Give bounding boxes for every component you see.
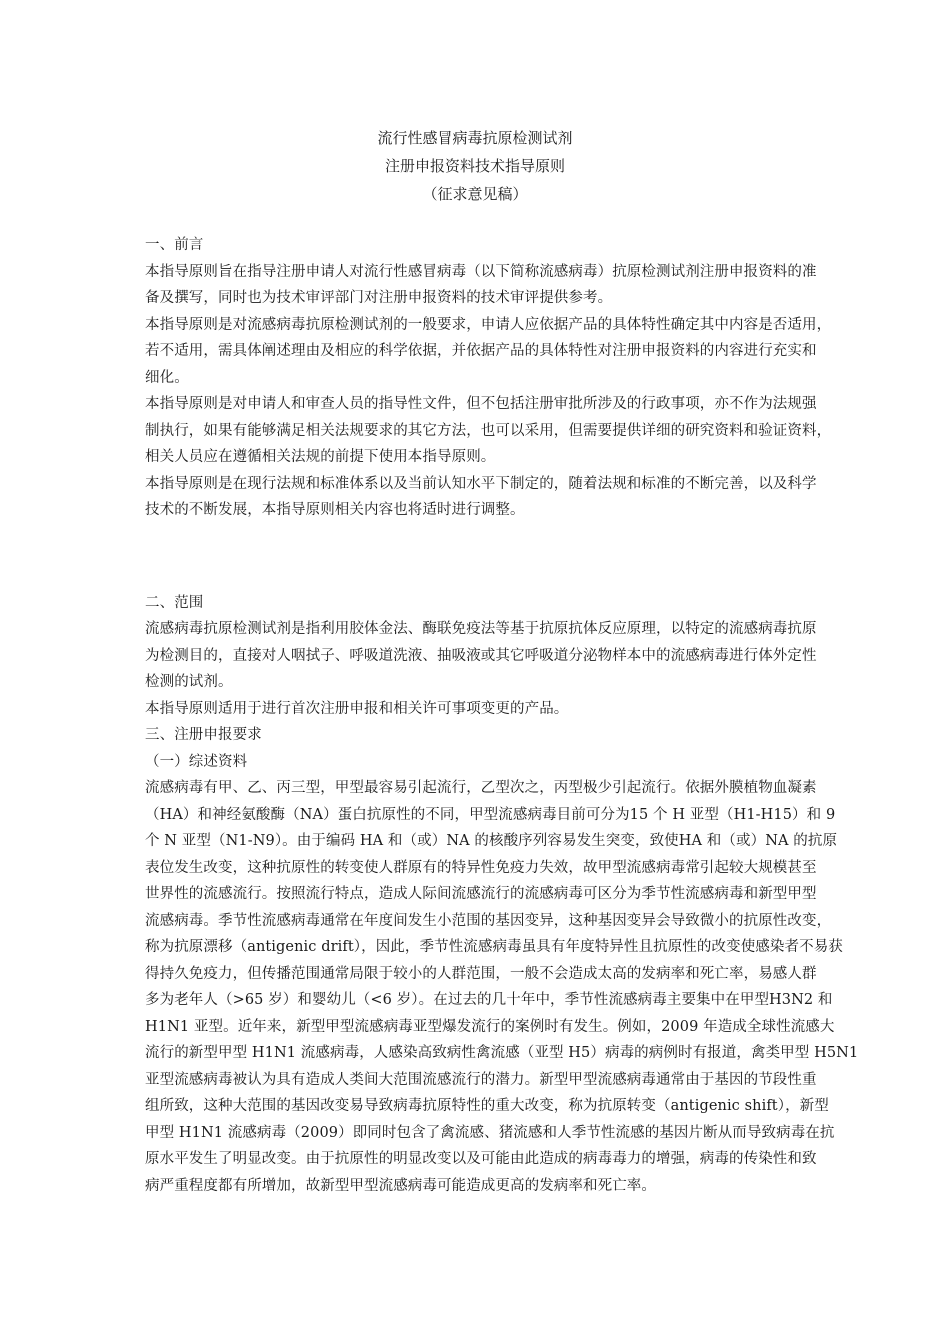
section-heading-requirements: 三、注册申报要求 — [145, 727, 262, 743]
document-title: 流行性感冒病毒抗原检测试剂 — [377, 129, 573, 147]
paragraph-line: 甲型 H1N1 流感病毒（2009）即同时包含了禽流感、猪流感和人季节性流感的基因片断从而导致病毒在抗 — [145, 1124, 835, 1141]
paragraph-line: 相关人员应在遵循相关法规的前提下使用本指导原则。 — [145, 449, 496, 465]
paragraph-line: 检测的试剂。 — [145, 674, 233, 690]
paragraph-line: 流行的新型甲型 H1N1 流感病毒，人感染高致病性禽流感（亚型 H5）病毒的病例时有报道，禽类甲型 H5N1 — [145, 1045, 859, 1061]
paragraph-line: 世界性的流感流行。按照流行特点，造成人际间流感流行的流感病毒可区分为季节性流感病毒和新型甲型 — [145, 886, 817, 902]
paragraph-line: 称为抗原漂移（antigenic drift），因此，季节性流感病毒虽具有年度特异性且抗原性的改变使感染者不易获 — [145, 939, 843, 955]
paragraph-line: 技术的不断发展，本指导原则相关内容也将适时进行调整。 — [145, 502, 525, 518]
paragraph-line: 本指导原则是对申请人和审查人员的指导性文件，但不包括注册审批所涉及的行政事项，亦不作为法规强 — [145, 396, 817, 412]
paragraph-line: 制执行，如果有能够满足相关法规要求的其它方法，也可以采用，但需要提供详细的研究资料和验证资料， — [145, 422, 832, 439]
paragraph-line: 若不适用，需具体阐述理由及相应的科学依据，并依据产品的具体特性对注册申报资料的内容进行充实和 — [145, 343, 817, 359]
paragraph-line: 原水平发生了明显改变。由于抗原性的明显改变以及可能由此造成的病毒毒力的增强，病毒的传染性和致 — [145, 1151, 817, 1167]
document-body — [145, 232, 859, 1199]
paragraph-line: 病严重程度都有所增加，故新型甲型流感病毒可能造成更高的发病率和死亡率。 — [145, 1177, 656, 1194]
section-heading-scope: 二、范围 — [145, 594, 204, 611]
paragraph-line: 表位发生改变，这种抗原性的转变使人群原有的特异性免疫力失效，故甲型流感病毒常引起较大规模甚至 — [145, 859, 817, 876]
paragraph-line: 多为老年人（>65 岁）和婴幼儿（<6 岁）。在过去的几十年中，季节性流感病毒主要集中在甲型H3N2 和 — [145, 992, 833, 1008]
paragraph-line: （HA）和神经氨酸酶（NA）蛋白抗原性的不同，甲型流感病毒目前可分为15 个 H 亚型（H1-H15）和 9 — [145, 806, 836, 823]
section-spacer — [145, 524, 835, 590]
paragraph-line: 细化。 — [145, 369, 189, 386]
document-title-block — [0, 124, 950, 208]
paragraph-line: 亚型流感病毒被认为具有造成人类间大范围流感流行的潜力。新型甲型流感病毒通常由于基因的节段性重 — [145, 1071, 817, 1088]
subsection-heading-overview: （一）综述资料 — [145, 753, 248, 770]
paragraph-line: 本指导原则适用于进行首次注册申报和相关许可事项变更的产品。 — [145, 700, 569, 717]
paragraph-line: 流感病毒抗原检测试剂是指利用胶体金法、酶联免疫法等基于抗原抗体反应原理，以特定的流感病毒抗原 — [145, 621, 817, 637]
section-heading-foreword: 一、前言 — [145, 237, 204, 253]
paragraph-line: 备及撰写，同时也为技术审评部门对注册申报资料的技术审评提供参考。 — [145, 290, 613, 306]
paragraph-line: 本指导原则是在现行法规和标准体系以及当前认知水平下制定的，随着法规和标准的不断完善，以及科学 — [145, 475, 817, 492]
paragraph-line: 本指导原则是对流感病毒抗原检测试剂的一般要求，申请人应依据产品的具体特性确定其中内容是否适用， — [145, 316, 832, 333]
document-subtitle: 注册申报资料技术指导原则 — [384, 157, 565, 175]
paragraph-line: 个 N 亚型（N1-N9）。由于编码 HA 和（或）NA 的核酸序列容易发生突变，致使HA 和（或）NA 的抗原 — [145, 833, 838, 849]
draft-notice: （征求意见稿） — [422, 185, 528, 203]
paragraph-line: H1N1 亚型。近年来，新型甲型流感病毒亚型爆发流行的案例时有发生。例如，2009 年造成全球性流感大 — [145, 1018, 835, 1035]
paragraph-line: 流感病毒有甲、乙、丙三型，甲型最容易引起流行，乙型次之，丙型极少引起流行。依据外膜植物血凝素 — [145, 780, 817, 796]
paragraph-line: 流感病毒。季节性流感病毒通常在年度间发生小范围的基因变异，这种基因变异会导致微小的抗原性改变， — [145, 912, 832, 929]
paragraph-line: 为检测目的，直接对人咽拭子、呼吸道洗液、抽吸液或其它呼吸道分泌物样本中的流感病毒进行体外定性 — [145, 647, 817, 664]
paragraph-line: 得持久免疫力，但传播范围通常局限于较小的人群范围，一般不会造成太高的发病率和死亡率，易感人群 — [145, 965, 817, 982]
paragraph-line: 组所致，这种大范围的基因改变易导致病毒抗原特性的重大改变，称为抗原转变（antigenic shift），新型 — [145, 1098, 829, 1114]
paragraph-line: 本指导原则旨在指导注册申请人对流行性感冒病毒（以下简称流感病毒）抗原检测试剂注册申报资料的准 — [145, 263, 817, 280]
